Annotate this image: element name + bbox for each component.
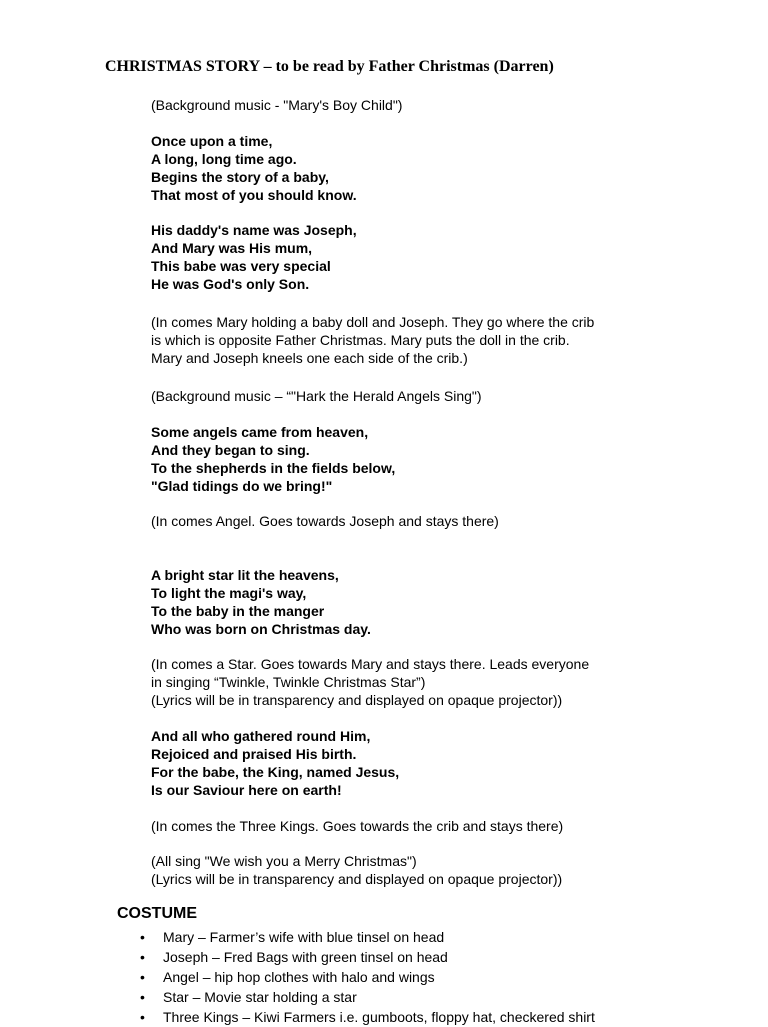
stage-direction-line: (All sing "We wish you a Merry Christmas") [151, 853, 417, 869]
stage-direction [151, 387, 482, 405]
costume-item [135, 967, 595, 987]
costume-item-text: Three Kings – Kiwi Farmers i.e. gumboots, floppy hat, checkered shirt [163, 1009, 595, 1025]
bullet-icon: • [140, 929, 145, 945]
verse-block [151, 566, 371, 638]
verse-line: He was God's only Son. [151, 276, 310, 292]
verse-line: This babe was very special [151, 258, 331, 274]
stage-direction-line: (In comes the Three Kings. Goes towards the crib and stays there) [151, 818, 564, 834]
stage-direction-line: (In comes Angel. Goes towards Joseph and stays there) [151, 513, 499, 529]
bullet-icon: • [140, 1009, 145, 1025]
costume-item [135, 1007, 595, 1027]
bullet-icon: • [140, 969, 145, 985]
stage-direction [151, 313, 594, 367]
stage-direction [151, 852, 562, 888]
verse-line: To light the magi's way, [151, 585, 307, 601]
stage-direction-line: Mary and Joseph kneels one each side of the crib.) [151, 350, 468, 366]
stage-direction-line: in singing “Twinkle, Twinkle Christmas Star”) [151, 674, 426, 690]
costume-item-text: Angel – hip hop clothes with halo and wings [163, 969, 435, 985]
stage-direction [151, 96, 402, 114]
verse-line: Some angels came from heaven, [151, 424, 369, 440]
verse-line: "Glad tidings do we bring!" [151, 478, 333, 494]
verse-block [151, 423, 395, 495]
costume-item-text: Mary – Farmer’s wife with blue tinsel on head [163, 929, 445, 945]
verse-line: For the babe, the King, named Jesus, [151, 764, 400, 780]
stage-direction-line: (In comes a Star. Goes towards Mary and stays there. Leads everyone [151, 656, 590, 672]
stage-direction-line: (Lyrics will be in transparency and displayed on opaque projector)) [151, 871, 563, 887]
verse-line: To the baby in the manger [151, 603, 325, 619]
verse-line: A bright star lit the heavens, [151, 567, 339, 583]
verse-line: Rejoiced and praised His birth. [151, 746, 357, 762]
verse-line: His daddy's name was Joseph, [151, 222, 357, 238]
verse-block [151, 727, 399, 799]
verse-line: And Mary was His mum, [151, 240, 313, 256]
costume-list [135, 927, 595, 1027]
stage-direction-line: is which is opposite Father Christmas. Mary puts the doll in the crib. [151, 332, 570, 348]
bullet-icon: • [140, 989, 145, 1005]
stage-direction-line: (Background music - "Mary's Boy Child") [151, 97, 403, 113]
costume-item [135, 987, 595, 1007]
stage-direction [151, 655, 589, 709]
verse-line: A long, long time ago. [151, 151, 297, 167]
costume-item-text: Star – Movie star holding a star [163, 989, 357, 1005]
verse-line: And they began to sing. [151, 442, 310, 458]
bullet-icon: • [140, 949, 145, 965]
stage-direction-line: (In comes Mary holding a baby doll and Joseph. They go where the crib [151, 314, 595, 330]
verse-line: Is our Saviour here on earth! [151, 782, 342, 798]
stage-direction-line: (Background music – “"Hark the Herald Angels Sing") [151, 388, 482, 404]
verse-line: And all who gathered round Him, [151, 728, 371, 744]
costume-item-text: Joseph – Fred Bags with green tinsel on head [163, 949, 448, 965]
verse-line: Once upon a time, [151, 133, 273, 149]
verse-line: That most of you should know. [151, 187, 357, 203]
verse-line: To the shepherds in the fields below, [151, 460, 396, 476]
stage-direction-line: (Lyrics will be in transparency and displayed on opaque projector)) [151, 692, 563, 708]
costume-item [135, 947, 595, 967]
stage-direction [151, 817, 563, 835]
verse-block [151, 132, 357, 204]
verse-line: Begins the story of a baby, [151, 169, 329, 185]
stage-direction [151, 512, 499, 530]
costume-item [135, 927, 595, 947]
costume-heading: COSTUME [117, 905, 197, 922]
verse-block [151, 221, 357, 293]
document-title: CHRISTMAS STORY – to be read by Father Christmas (Darren) [105, 58, 554, 75]
verse-line: Who was born on Christmas day. [151, 621, 371, 637]
